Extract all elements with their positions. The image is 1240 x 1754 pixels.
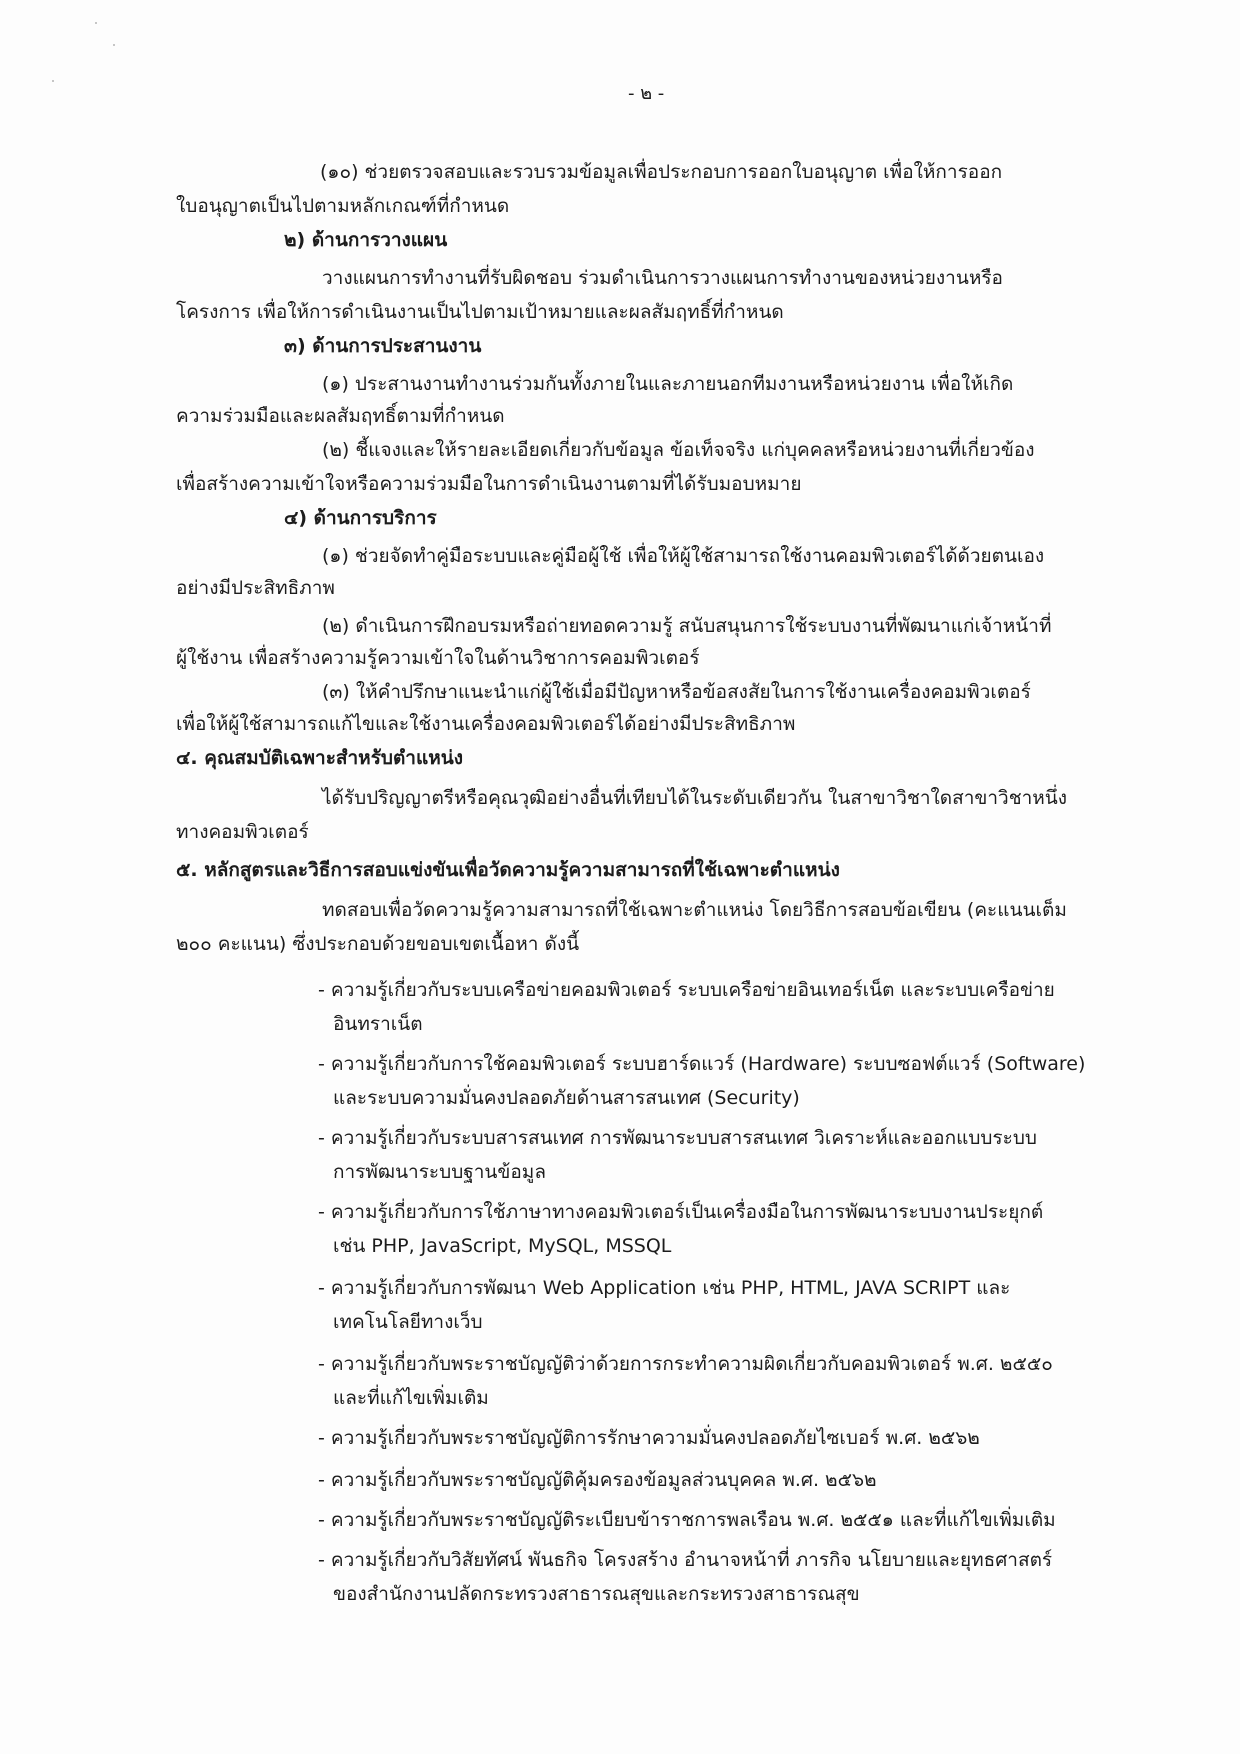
planning-line2: โครงการ เพื่อให้การดำเนินงานเป็นไปตามเป้าหมายและผลสัมฤทธิ์ที่กำหนด <box>176 301 784 323</box>
topic-line: - ความรู้เกี่ยวกับการพัฒนา Web Application เช่น PHP, HTML, JAVA SCRIPT และ <box>318 1277 1011 1299</box>
service-item1-line2: อย่างมีประสิทธิภาพ <box>176 577 335 599</box>
section4-line2: ทางคอมพิวเตอร์ <box>176 821 309 843</box>
topic-line: - ความรู้เกี่ยวกับพระราชบัญญัติว่าด้วยการกระทำความผิดเกี่ยวกับคอมพิวเตอร์ พ.ศ. ๒๕๕๐ <box>318 1353 1053 1375</box>
topic-line: ของสำนักงานปลัดกระทรวงสาธารณสุขและกระทรวงสาธารณสุข <box>333 1583 860 1605</box>
scan-speck <box>113 44 115 46</box>
service-item2-line1: (๒) ดำเนินการฝึกอบรมหรือถ่ายทอดความรู้ สนับสนุนการใช้ระบบงานที่พัฒนาแก่เจ้าหน้าที่ <box>322 615 1052 637</box>
section5-intro-line1: ทดสอบเพื่อวัดความรู้ความสามารถที่ใช้เฉพาะตำแหน่ง โดยวิธีการสอบข้อเขียน (คะแนนเต็ม <box>322 899 1067 921</box>
service-item1-line1: (๑) ช่วยจัดทำคู่มือระบบและคู่มือผู้ใช้ เพื่อให้ผู้ใช้สามารถใช้งานคอมพิวเตอร์ได้ด้วยตนเอง <box>322 545 1045 567</box>
topic-line: - ความรู้เกี่ยวกับระบบสารสนเทศ การพัฒนาระบบสารสนเทศ วิเคราะห์และออกแบบระบบ <box>318 1127 1037 1149</box>
service-item2-line2: ผู้ใช้งาน เพื่อสร้างความรู้ความเข้าใจในด้านวิชาการคอมพิวเตอร์ <box>176 647 700 669</box>
section4-heading: ๔. คุณสมบัติเฉพาะสำหรับตำแหน่ง <box>176 747 464 769</box>
section4-line1: ได้รับปริญญาตรีหรือคุณวุฒิอย่างอื่นที่เทียบได้ในระดับเดียวกัน ในสาขาวิชาใดสาขาวิชาหนึ่ง <box>322 787 1068 809</box>
service-heading: ๔) ด้านการบริการ <box>284 507 437 529</box>
coordination-item1-line1: (๑) ประสานงานทำงานร่วมกันทั้งภายในและภายนอกทีมงานหรือหน่วยงาน เพื่อให้เกิด <box>322 373 1014 395</box>
topic-line: และระบบความมั่นคงปลอดภัยด้านสารสนเทศ (Security) <box>333 1087 800 1109</box>
item10-line2: ใบอนุญาตเป็นไปตามหลักเกณฑ์ที่กำหนด <box>176 195 510 217</box>
topic-line: - ความรู้เกี่ยวกับการใช้ภาษาทางคอมพิวเตอร์เป็นเครื่องมือในการพัฒนาระบบงานประยุกต์ <box>318 1201 1044 1223</box>
section5-intro-line2: ๒๐๐ คะแนน) ซึ่งประกอบด้วยขอบเขตเนื้อหา ดังนี้ <box>176 933 580 955</box>
coordination-heading: ๓) ด้านการประสานงาน <box>284 335 482 357</box>
topic-line: เช่น PHP, JavaScript, MySQL, MSSQL <box>333 1235 672 1257</box>
topic-line: การพัฒนาระบบฐานข้อมูล <box>333 1161 546 1183</box>
topic-line: - ความรู้เกี่ยวกับวิสัยทัศน์ พันธกิจ โครงสร้าง อำนาจหน้าที่ ภารกิจ นโยบายและยุทธศาสตร์ <box>318 1549 1053 1571</box>
topic-line: - ความรู้เกี่ยวกับพระราชบัญญัติระเบียบข้าราชการพลเรือน พ.ศ. ๒๕๕๑ และที่แก้ไขเพิ่มเติม <box>318 1509 1056 1531</box>
page-number: - ๒ - <box>628 83 665 104</box>
topic-line: และที่แก้ไขเพิ่มเติม <box>333 1387 489 1409</box>
topic-line: - ความรู้เกี่ยวกับระบบเครือข่ายคอมพิวเตอร์ ระบบเครือข่ายอินเทอร์เน็ต และระบบเครือข่าย <box>318 979 1055 1001</box>
service-item3-line2: เพื่อให้ผู้ใช้สามารถแก้ไขและใช้งานเครื่องคอมพิวเตอร์ได้อย่างมีประสิทธิภาพ <box>176 713 796 735</box>
coordination-item1-line2: ความร่วมมือและผลสัมฤทธิ์ตามที่กำหนด <box>176 405 505 427</box>
scan-speck <box>52 80 54 82</box>
planning-heading: ๒) ด้านการวางแผน <box>284 229 448 251</box>
coordination-item2-line1: (๒) ชี้แจงและให้รายละเอียดเกี่ยวกับข้อมูล ข้อเท็จจริง แก่บุคคลหรือหน่วยงานที่เกี่ยวข้อง <box>322 439 1035 461</box>
planning-line1: วางแผนการทำงานที่รับผิดชอบ ร่วมดำเนินการวางแผนการทำงานของหน่วยงานหรือ <box>322 267 1003 289</box>
topic-line: - ความรู้เกี่ยวกับพระราชบัญญัติคุ้มครองข้อมูลส่วนบุคคล พ.ศ. ๒๕๖๒ <box>318 1469 877 1491</box>
topic-line: - ความรู้เกี่ยวกับการใช้คอมพิวเตอร์ ระบบฮาร์ดแวร์ (Hardware) ระบบซอฟต์แวร์ (Software) <box>318 1053 1086 1075</box>
section5-heading: ๕. หลักสูตรและวิธีการสอบแข่งขันเพื่อวัดความรู้ความสามารถที่ใช้เฉพาะตำแหน่ง <box>176 859 840 881</box>
coordination-item2-line2: เพื่อสร้างความเข้าใจหรือความร่วมมือในการดำเนินงานตามที่ได้รับมอบหมาย <box>176 473 802 495</box>
topic-line: - ความรู้เกี่ยวกับพระราชบัญญัติการรักษาความมั่นคงปลอดภัยไซเบอร์ พ.ศ. ๒๕๖๒ <box>318 1427 980 1449</box>
service-item3-line1: (๓) ให้คำปรึกษาแนะนำแก่ผู้ใช้เมื่อมีปัญหาหรือข้อสงสัยในการใช้งานเครื่องคอมพิวเตอร์ <box>322 681 1031 703</box>
topic-line: อินทราเน็ต <box>333 1013 423 1035</box>
scan-speck <box>95 22 97 24</box>
topic-line: เทคโนโลยีทางเว็บ <box>333 1311 483 1333</box>
item10-line1: (๑๐) ช่วยตรวจสอบและรวบรวมข้อมูลเพื่อประกอบการออกใบอนุญาต เพื่อให้การออก <box>320 161 1003 183</box>
